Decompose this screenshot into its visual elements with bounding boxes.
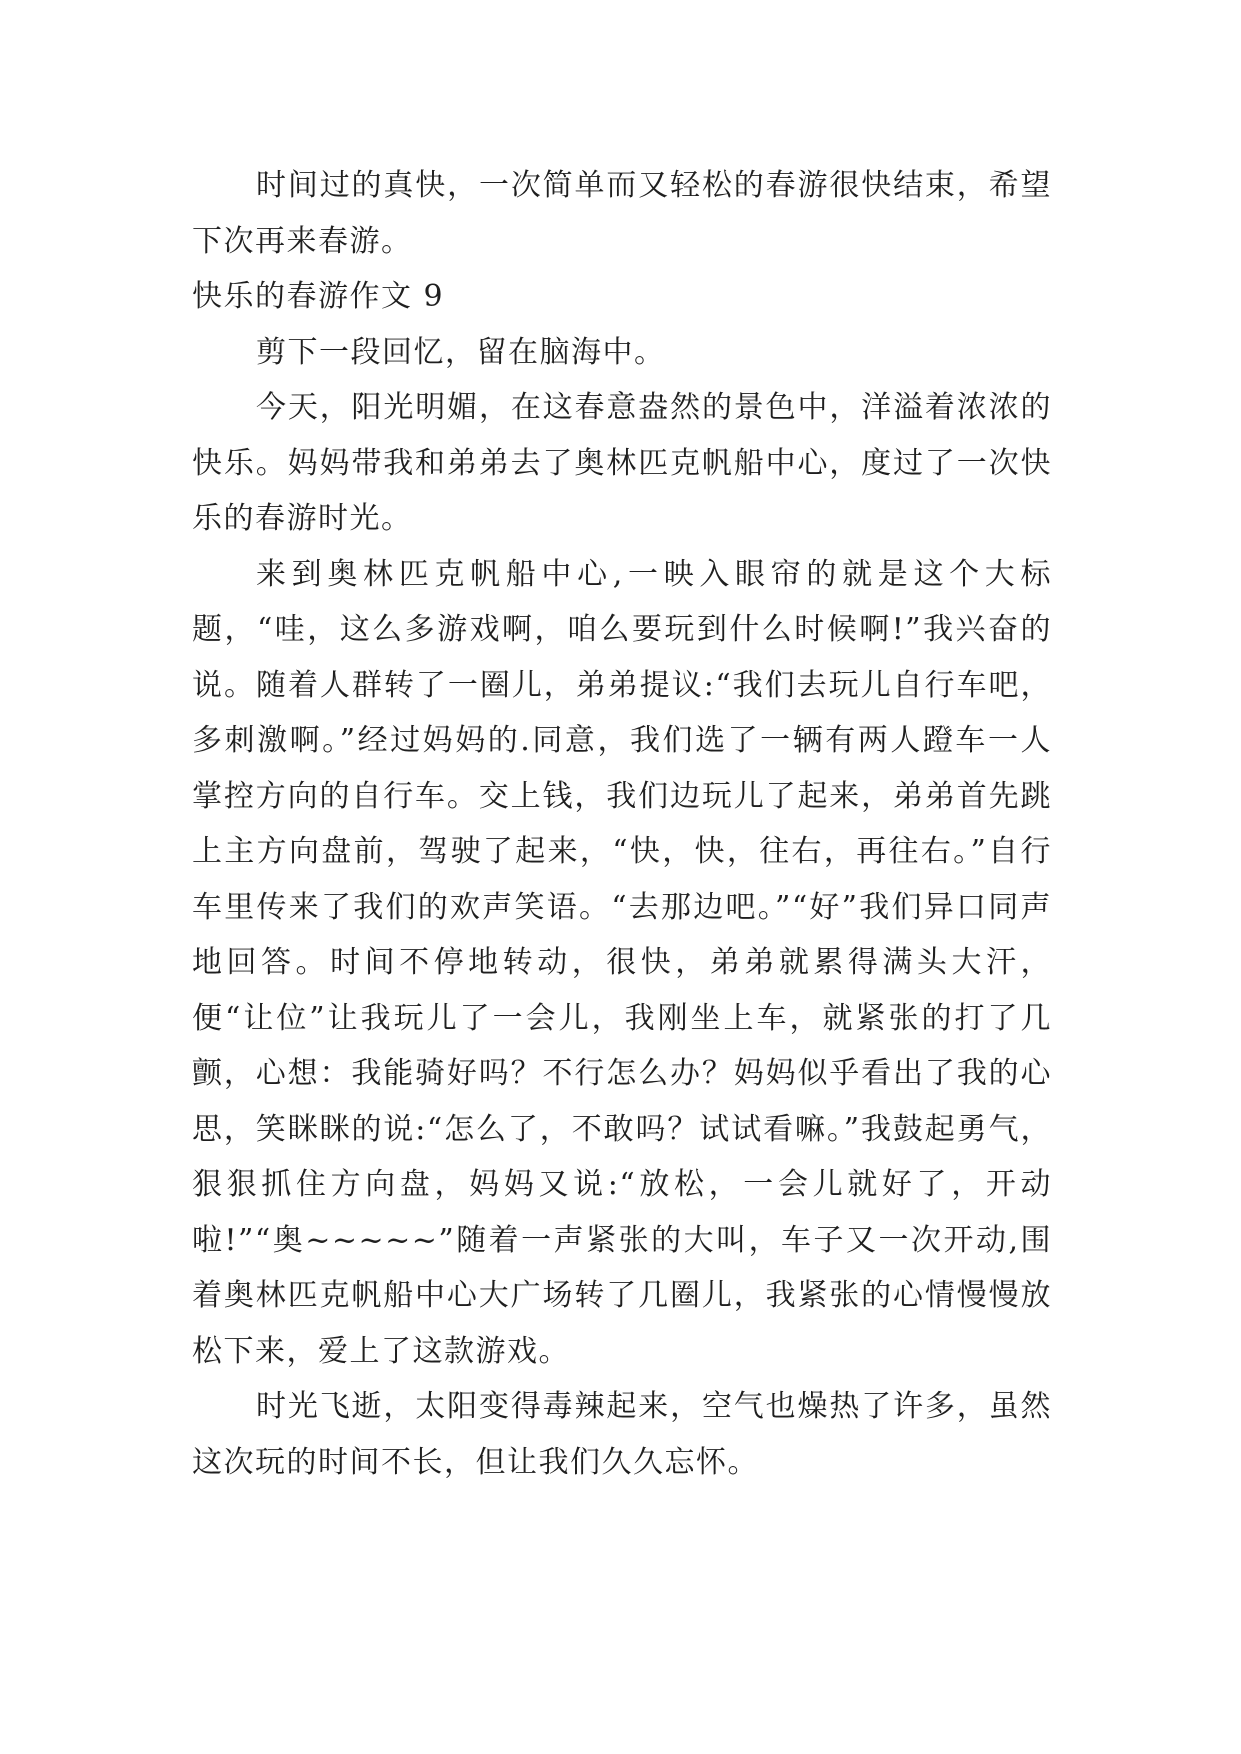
paragraph: 时光飞逝，太阳变得毒辣起来，空气也燥热了许多，虽然这次玩的时间不长，但让我们久久忘怀。 xyxy=(192,1389,1052,1480)
paragraph: 时间过的真快，一次简单而又轻松的春游很快结束，希望下次再来春游。 xyxy=(192,168,1052,259)
paragraph: 今天，阳光明媚，在这春意盎然的景色中，洋溢着浓浓的快乐。妈妈带我和弟弟去了奥林匹克帆船中心，度过了一次快乐的春游时光。 xyxy=(192,390,1052,536)
document-body xyxy=(192,158,1052,1490)
paragraph: 剪下一段回忆，留在脑海中。 xyxy=(256,334,666,370)
paragraph: 来到奥林匹克帆船中心,一映入眼帘的就是这个大标题，“哇，这么多游戏啊，咱么要玩到什么时候啊!”我兴奋的说。随着人群转了一圈儿，弟弟提议:“我们去玩儿自行车吧，多刺激啊。”经过妈妈的.同意，我们选了一辆有两人蹬车一人掌控方向的自行车。交上钱，我们边玩儿了起来，弟弟首先跳上主方向盘前，驾驶了起来，“快，快，往右，再往右。”自行车里传来了我们的欢声笑语。“去那边吧。”“好”我们异口同声地回答。时间不停地转动，很快，弟弟就累得满头大汗，便“让位”让我玩儿了一会儿，我刚坐上车，就紧张的打了几颤，心想：我能骑好吗？不行怎么办？妈妈似乎看出了我的心思，笑眯眯的说:“怎么了，不敢吗？试试看嘛。”我鼓起勇气，狠狠抓住方向盘，妈妈又说:“放松，一会儿就好了，开动啦!”“奥~~~~~”随着一声紧张的大叫，车子又一次开动,围着奥林匹克帆船中心大广场转了几圈儿，我紧张的心情慢慢放松下来，爱上了这款游戏。 xyxy=(192,556,1052,1369)
section-heading: 快乐的春游作文 9 xyxy=(192,279,445,314)
